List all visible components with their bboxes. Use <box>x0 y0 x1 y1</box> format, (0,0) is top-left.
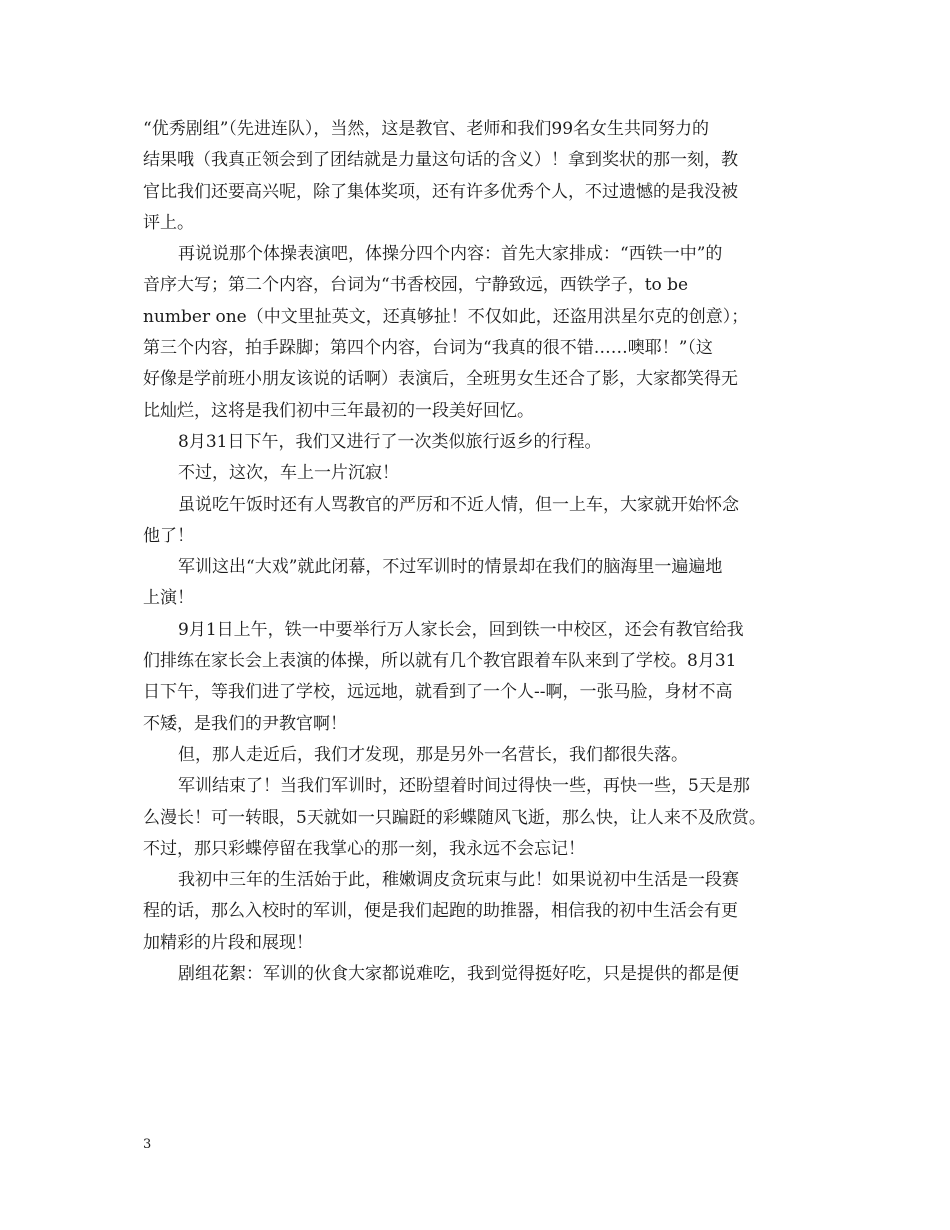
text-line: 军训结束了！当我们军训时，还盼望着时间过得快一些，再快一些，5天是那 <box>178 776 750 797</box>
text-line: 第三个内容，拍手跺脚；第四个内容，台词为“我真的很不错……噢耶！”（这 <box>143 338 713 359</box>
text-line: 好像是学前班小朋友该说的话啊）表演后，全班男女生还合了影，大家都笑得无 <box>143 369 738 390</box>
text-line: 日下午，等我们进了学校，远远地，就看到了一个人--啊，一张马脸，身材不高 <box>143 682 733 703</box>
text-line: “优秀剧组”（先进连队），当然，这是教官、老师和我们99名女生共同努力的 <box>143 119 710 139</box>
text-line: 程的话，那么入校时的军训，便是我们起跑的助推器，相信我的初中生活会有更 <box>143 901 738 922</box>
page-number: 3 <box>143 1137 152 1152</box>
text-line: 评上。 <box>143 212 194 233</box>
text-line: 么漫长！可一转眼，5天就如一只蹁跹的彩蝶随风飞逝，那么快，让人来不及欣赏。 <box>143 807 766 828</box>
text-line: 官比我们还要高兴呢，除了集体奖项，还有许多优秀个人，不过遗憾的是我没被 <box>143 181 738 202</box>
text-line: 结果哦（我真正领会到了团结就是力量这句话的含义）！拿到奖状的那一刻，教 <box>143 150 738 171</box>
text-line: 不过，那只彩蝶停留在我掌心的那一刻，我永远不会忘记！ <box>143 838 585 859</box>
text-line: 军训这出“大戏”就此闭幕，不过军训时的情景却在我们的脑海里一遍遍地 <box>178 557 723 578</box>
text-line: 虽说吃午饭时还有人骂教官的严厉和不近人情，但一上车，大家就开始怀念 <box>178 494 739 515</box>
text-line: number one（中文里扯英文，还真够扯！不仅如此，还盗用洪星尔克的创意）； <box>143 306 749 327</box>
text-line: 不矮，是我们的尹教官啊！ <box>143 713 347 734</box>
text-line: 音序大写；第二个内容，台词为“书香校园，宁静致远，西铁学子，to be <box>143 275 689 296</box>
text-line: 剧组花絮：军训的伙食大家都说难吃，我到觉得挺好吃，只是提供的都是便 <box>178 964 739 985</box>
text-line: 9月1日上午，铁一中要举行万人家长会，回到铁一中校区，还会有教官给我 <box>178 619 744 640</box>
text-line: 加精彩的片段和展现！ <box>143 932 313 953</box>
text-line: 8月31日下午，我们又进行了一次类似旅行返乡的行程。 <box>178 431 602 452</box>
text-line: 不过，这次，车上一片沉寂！ <box>178 463 399 484</box>
text-line: 上演！ <box>143 588 194 609</box>
body-text <box>143 114 823 990</box>
text-line: 比灿烂，这将是我们初中三年最初的一段美好回忆。 <box>143 400 534 421</box>
text-line: 再说说那个体操表演吧，体操分四个内容：首先大家排成：“西铁一中”的 <box>178 244 723 265</box>
text-line: 但，那人走近后，我们才发现，那是另外一名营长，我们都很失落。 <box>178 744 688 765</box>
text-line: 他了！ <box>143 525 194 546</box>
text-line: 们排练在家长会上表演的体操，所以就有几个教官跟着车队来到了学校。8月31 <box>143 651 737 672</box>
text-line: 我初中三年的生活始于此，稚嫩调皮贪玩束与此！如果说初中生活是一段赛 <box>178 870 739 891</box>
